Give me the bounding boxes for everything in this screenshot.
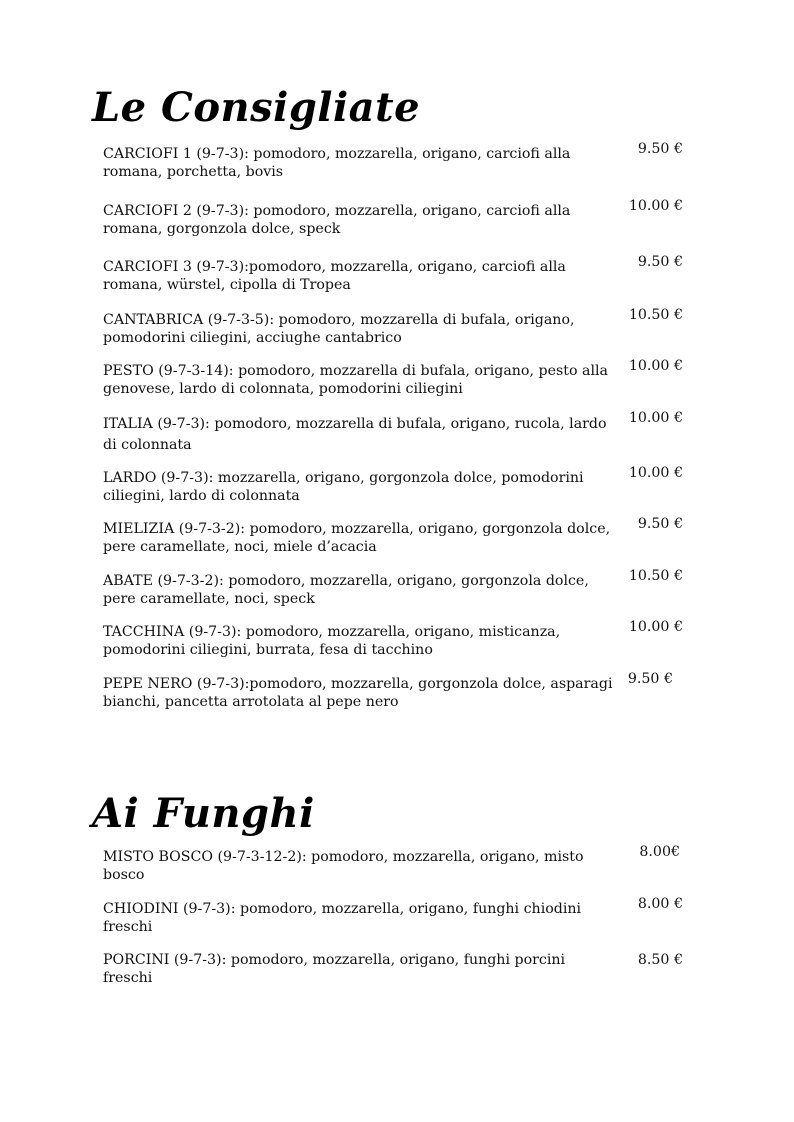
menu-item-description: TACCHINA (9-7-3): pomodoro, mozzarella, origano, misticanza, pomodorini ciliegini, burrata, fesa di tacchino [103, 624, 561, 658]
menu-item-description: PESTO (9-7-3-14): pomodoro, mozzarella di bufala, origano, pesto alla genovese, lardo di colonnata, pomodorini ciliegini [103, 363, 608, 397]
menu-item-description: CHIODINI (9-7-3): pomodoro, mozzarella, origano, funghi chiodini freschi [103, 901, 582, 935]
menu-item-chiodini [103, 896, 683, 936]
menu-item-description: MIELIZIA (9-7-3-2): pomodoro, mozzarella, origano, gorgonzola dolce, pere caramellate, noci, miele d’acacia [103, 521, 611, 555]
menu-item-price: 10.00 € [628, 358, 683, 374]
menu-item-price: 8.50 € [637, 952, 683, 968]
menu-item-price: 10.50 € [628, 307, 683, 323]
section-title-le-consigliate: Le Consigliate [92, 84, 421, 131]
menu-item-italia [103, 410, 683, 456]
menu-item-price: 9.50 € [637, 141, 683, 157]
menu-item-tacchina [103, 619, 683, 659]
menu-item-price: 10.00 € [628, 619, 683, 635]
section-title-ai-funghi: Ai Funghi [92, 790, 315, 837]
menu-item-carciofi-1 [103, 141, 683, 181]
menu-item-description: CANTABRICA (9-7-3-5): pomodoro, mozzarella di bufala, origano, pomodorini ciliegini, acciughe cantabrico [103, 312, 575, 346]
menu-item-price: 10.00 € [628, 410, 683, 426]
menu-item-porcini [103, 951, 683, 987]
menu-item-price: 10.00 € [628, 465, 683, 481]
menu-item-carciofi-3 [103, 254, 683, 294]
menu-item-description: PEPE NERO (9-7-3):pomodoro, mozzarella, gorgonzola dolce, asparagi bianchi, pancetta arrotolata al pepe nero [103, 676, 613, 710]
menu-item-description: ABATE (9-7-3-2): pomodoro, mozzarella, origano, gorgonzola dolce, pere caramellate, noci, speck [103, 573, 589, 607]
menu-item-price: 10.50 € [628, 568, 683, 584]
menu-item-mielizia [103, 516, 683, 556]
menu-item-price: 9.50 € [637, 254, 683, 270]
menu-item-description: LARDO (9-7-3): mozzarella, origano, gorgonzola dolce, pomodorini ciliegini, lardo di colonnata [103, 470, 584, 504]
menu-item-pesto [103, 358, 683, 398]
menu-item-cantabrica [103, 307, 683, 347]
menu-item-description: CARCIOFI 2 (9-7-3): pomodoro, mozzarella, origano, carciofi alla romana, gorgonzola dolce, speck [103, 203, 571, 237]
menu-item-carciofi-2 [103, 198, 683, 238]
menu-item-price: 9.50 € [627, 671, 673, 687]
menu-item-pepe-nero [103, 671, 683, 711]
menu-item-misto-bosco [103, 844, 683, 884]
menu-item-price: 10.00 € [628, 198, 683, 214]
menu-item-description: MISTO BOSCO (9-7-3-12-2): pomodoro, mozzarella, origano, misto bosco [103, 849, 584, 883]
menu-item-lardo [103, 465, 683, 505]
menu-item-description: PORCINI (9-7-3): pomodoro, mozzarella, origano, funghi porcini freschi [103, 952, 566, 986]
menu-item-price: 8.00€ [639, 844, 680, 860]
menu-item-price: 9.50 € [637, 516, 683, 532]
menu-item-description: ITALIA (9-7-3): pomodoro, mozzarella di bufala, origano, rucola, lardo di colonnata [103, 416, 607, 453]
menu-item-abate [103, 568, 683, 608]
menu-item-price: 8.00 € [637, 896, 683, 912]
menu-item-description: CARCIOFI 3 (9-7-3):pomodoro, mozzarella, origano, carciofi alla romana, würstel, cipolla di Tropea [103, 259, 566, 293]
menu-item-description: CARCIOFI 1 (9-7-3): pomodoro, mozzarella, origano, carciofi alla romana, porchetta, bovis [103, 146, 571, 180]
